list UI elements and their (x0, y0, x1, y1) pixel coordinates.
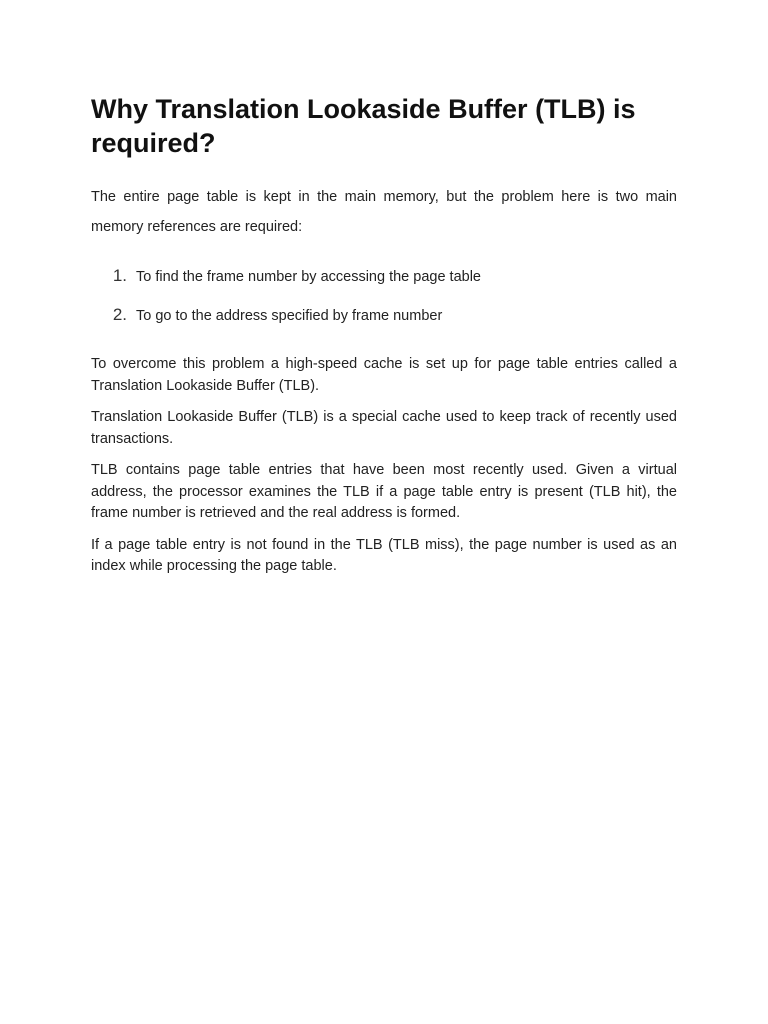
paragraph-tlb-hit: TLB contains page table entries that have been most recently used. Given a virtual address, the processor examines the TLB if a page table entry is present (TLB hit), the frame number is retrieved and the real address is formed. (91, 462, 677, 521)
list-item-number: 2. (112, 305, 127, 324)
list-item-number: 1. (112, 266, 127, 285)
list-item-text: To go to the address specified by frame number (136, 308, 443, 324)
page-title: Why Translation Lookaside Buffer (TLB) is required? (91, 94, 636, 158)
document-page (91, 92, 677, 588)
paragraph-overcome-problem: To overcome this problem a high-speed cache is set up for page table entries called a Translation Lookaside Buffer (TLB). (91, 356, 677, 394)
steps-list (91, 266, 677, 326)
list-item-text: To find the frame number by accessing the page table (136, 269, 481, 285)
paragraph-tlb-definition: Translation Lookaside Buffer (TLB) is a special cache used to keep track of recently used transactions. (91, 409, 677, 447)
intro-paragraph: The entire page table is kept in the main memory, but the problem here is two main memory references are required: (91, 189, 677, 235)
list-item (91, 266, 677, 287)
list-item (91, 305, 677, 326)
paragraph-tlb-miss: If a page table entry is not found in the TLB (TLB miss), the page number is used as an index while processing the page table. (91, 536, 677, 574)
